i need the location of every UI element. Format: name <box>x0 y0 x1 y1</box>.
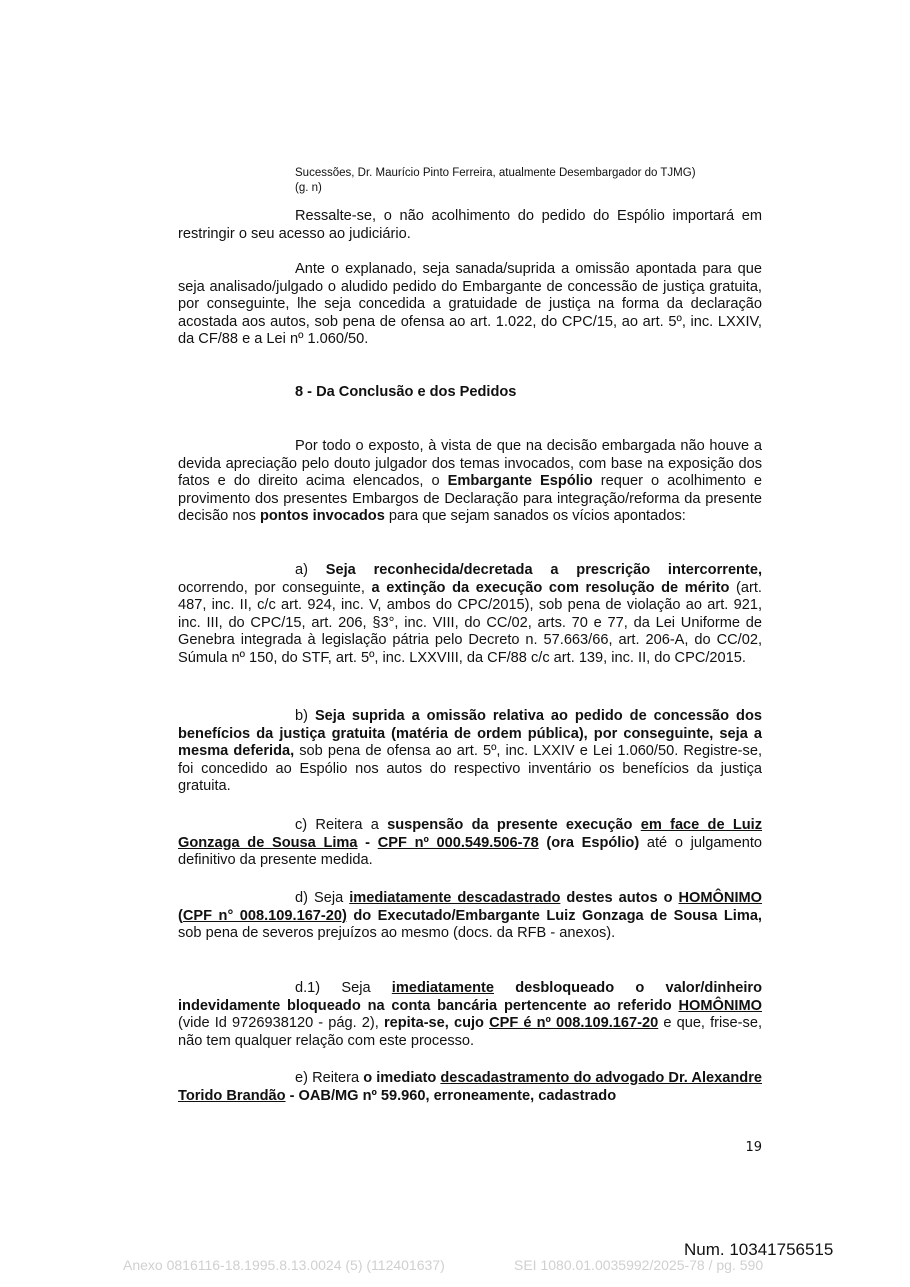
footer-sei-reference: SEI 1080.01.0035992/2025-78 / pg. 590 <box>514 1257 764 1273</box>
request-item-a <box>178 562 762 668</box>
paragraph-ante <box>178 261 762 349</box>
request-item-e <box>178 1070 762 1105</box>
paragraph-ante-text: Ante o explanado, seja sanada/suprida a omissão apontada para que seja analisado/julgado o aludido pedido do Embargante de concessão de justiça gratuita, por conseguinte, lhe seja concedida a gratuidade de justiça na forma da declaração acostada aos autos, sob pena de ofensa ao art. 1.022, do CPC/15, ao art. 5º, inc. LXXIV, da CF/88 e a Lei nº 1.060/50. <box>178 261 762 348</box>
exposto-text-2: requer o acolhimento e provimento dos presentes Embargos de Declaração para integração/reforma da presente decisão nos <box>178 473 762 525</box>
item-a-text-1: a) <box>295 562 326 578</box>
item-d-bold-underline-2: HOMÔNIMO <box>678 890 763 906</box>
quote-line-2: (g. n) <box>295 181 322 194</box>
item-d-text-1: d) Seja <box>295 890 350 906</box>
exposto-bold-2: pontos invocados <box>259 508 385 525</box>
request-item-b <box>178 708 762 796</box>
exposto-bold-1: Embargante Espólio <box>447 473 593 490</box>
exposto-text-1: Por todo o exposto, à vista de que na decisão embargada não houve a devida apreciação pelo douto julgador dos temas invocados, com base na exposição dos fatos e do direito acima elencados, o <box>178 438 762 490</box>
item-d1-text-1: d.1) Seja <box>295 980 392 996</box>
paragraph-ressalte <box>178 208 762 243</box>
item-d1-bold-2: repita-se, cujo <box>383 1015 490 1032</box>
item-e-bold-2: - OAB/MG nº 59.960, erroneamente, cadastrado <box>285 1087 617 1104</box>
item-d-bold-3: do Executado/Embargante Luiz Gonzaga de Sousa Lima, <box>346 907 762 924</box>
item-b-bold-1: Seja suprida a omissão relativa ao pedido de concessão dos benefícios da justiça gratuita (matéria de ordem pública), por conseguinte, seja a mesma deferida, <box>178 708 762 760</box>
item-d1-bold-underline-1: imediatamente <box>391 980 494 996</box>
item-d-bold-underline-3: CPF n° 008.109.167-20) <box>182 907 347 924</box>
item-d-bold-2: ( <box>178 907 183 924</box>
item-e-bold-underline-1: descadastramento do advogado Dr. Alexandre Torido Brandão <box>178 1070 762 1104</box>
paragraph-exposto <box>178 438 762 526</box>
quote-tail <box>295 166 762 195</box>
item-c-text-1: c) Reitera a <box>295 817 388 833</box>
request-item-d1 <box>178 980 762 1050</box>
item-c-bold-2: - <box>357 834 378 851</box>
item-d-bold-1: destes autos o <box>560 890 679 906</box>
item-e-text-1: e) Reitera <box>295 1070 364 1086</box>
item-a-text-2: ocorrendo, por conseguinte, <box>178 579 372 596</box>
page-number: 19 <box>745 1140 762 1155</box>
footer-annex-reference: Anexo 0816116-18.1995.8.13.0024 (5) (112401637) <box>123 1257 445 1273</box>
quote-line-1: Sucessões, Dr. Maurício Pinto Ferreira, atualmente Desembargador do TJMG) <box>295 167 696 179</box>
request-item-c <box>178 817 762 870</box>
document-number-stamp: Num. 10341756515 <box>684 1240 834 1259</box>
item-b-text-1: b) <box>295 708 315 724</box>
item-a-bold-2: a extinção da execução com resolução de mérito <box>371 579 730 596</box>
item-c-bold-underline-2: CPF nº 000.549.506-78 <box>377 834 539 851</box>
exposto-text-3: para que sejam sanados os vícios apontados: <box>384 508 686 525</box>
item-d1-text-2: (vide Id 9726938120 - pág. 2), <box>178 1015 384 1032</box>
item-c-text-2: até o julgamento definitivo da presente medida. <box>178 834 762 869</box>
item-d-text-2: sob pena de severos prejuízos ao mesmo (docs. da RFB - anexos). <box>178 925 616 942</box>
item-d1-bold-1: desbloqueado o valor/dinheiro indevidamente bloqueado na conta bancária pertencente ao referido <box>178 980 762 1014</box>
item-d1-bold-underline-3: CPF é nº 008.109.167-20 <box>489 1015 659 1032</box>
item-c-bold-1: suspensão da presente execução <box>387 817 633 833</box>
item-a-text-3: (art. 487, inc. II, c/c art. 924, inc. V, ambos do CPC/2015), sob pena de violação ao art. 921, inc. III, do CPC/15, art. 206, §3°, inc. VIII, do CC/02, arts. 70 e 77, da Lei Uniforme de Genebra integrada à legislação pátria pelo Decreto n. 57.663/66, art. 206-A, do CC/02, Súmula nº 150, do STF, art. 5º, inc. LXXVIII, da CF/88 c/c art. 139, inc. II, do CPC/2015. <box>178 579 762 666</box>
request-item-d <box>178 890 762 943</box>
item-e-bold-1: o imediato <box>363 1070 441 1086</box>
paragraph-ressalte-text: Ressalte-se, o não acolhimento do pedido do Espólio importará em restringir o seu acesso ao judiciário. <box>178 208 762 242</box>
section-heading: 8 - Da Conclusão e dos Pedidos <box>295 384 517 400</box>
item-b-text-2: sob pena de ofensa ao art. 5º, inc. LXXIV e Lei 1.060/50. Registre-se, foi concedido ao Espólio nos autos do respectivo inventário os benefícios da justiça gratuita. <box>178 743 762 795</box>
item-d-bold-underline-1: imediatamente descadastrado <box>349 890 561 906</box>
item-c-bold-underline-1: em face de Luiz Gonzaga de Sousa Lima <box>178 817 763 851</box>
item-d1-text-3: e que, frise-se, não tem qualquer relação com este processo. <box>178 1015 762 1049</box>
item-d1-bold-underline-2: HOMÔNIMO <box>678 997 762 1014</box>
item-c-bold-3: (ora Espólio) <box>538 834 640 851</box>
item-a-bold-1: Seja reconhecida/decretada a prescrição intercorrente, <box>325 562 763 578</box>
